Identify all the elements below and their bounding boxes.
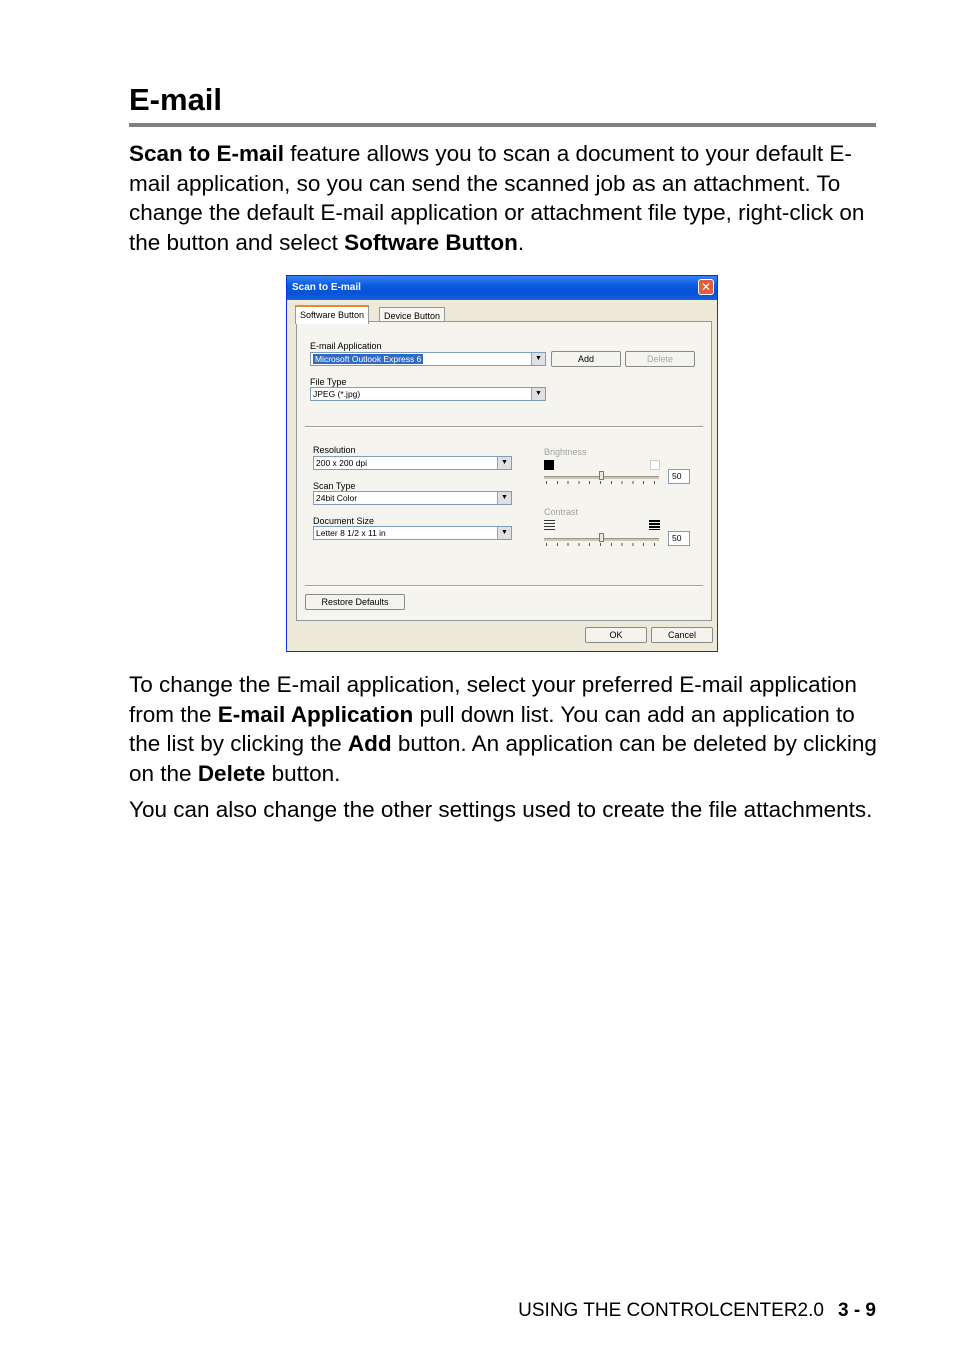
file-type-value: JPEG (*.jpg) [313,389,361,399]
divider [305,426,703,428]
intro-text-2: . [517,229,525,255]
brightness-ticks [546,481,661,484]
chevron-down-icon: ▼ [497,527,511,539]
scan-type-select[interactable] [313,491,512,505]
chevron-down-icon: ▼ [531,388,545,400]
body-paragraph-2: You can also change the other settings used to create the file attachments. [129,797,873,822]
contrast-slider-thumb[interactable] [599,533,604,542]
scan-to-email-dialog [286,275,718,652]
body-bold-email-application: E-mail Application [217,701,414,727]
delete-button[interactable]: Delete [625,351,695,367]
restore-defaults-button[interactable]: Restore Defaults [305,594,405,610]
document-size-select[interactable] [313,526,512,540]
add-button[interactable]: Add [551,351,621,367]
tab-software-button[interactable]: Software Button [295,305,369,324]
resolution-label: Resolution [313,445,356,455]
scan-type-label: Scan Type [313,481,356,491]
tab-device-button[interactable]: Device Button [379,307,445,324]
contrast-label: Contrast [544,507,579,517]
footer-section: USING THE CONTROLCENTER2.0 [518,1300,824,1321]
chevron-down-icon: ▼ [497,492,511,504]
intro-text-1: feature allows you to scan a document to your default E-mail application, so you can send the scanned job as an attachment. To change the default E-mail application or attachment file type, right-click on the button and select [129,141,865,255]
email-application-label: E-mail Application [310,341,382,351]
body-text-3: button. An application can be deleted by clicking on the [129,731,877,786]
body-bold-add: Add [347,731,392,757]
body-paragraph [129,670,889,788]
document-size-value: Letter 8 1/2 x 11 in [316,528,386,538]
body-text-1: To change the E-mail application, select your preferred E-mail application from the [129,672,857,727]
resolution-value: 200 x 200 dpi [316,458,368,468]
intro-bold-scan: Scan to E-mail [129,141,285,166]
intro-bold-software: Software Button [344,229,518,255]
settings-panel [296,321,712,621]
heading-rule [129,123,876,127]
brightness-label: Brightness [544,447,587,457]
resolution-select[interactable] [313,456,512,470]
file-type-select[interactable] [310,387,546,401]
brightness-slider-thumb[interactable] [599,471,604,480]
body-bold-delete: Delete [197,760,266,786]
email-application-value: Microsoft Outlook Express 6 [315,354,422,364]
body-text-4: button. [265,760,341,786]
close-icon[interactable]: ✕ [698,279,714,295]
chevron-down-icon: ▼ [497,457,511,469]
body-text-2: pull down list. You can add an application to the list by clicking the [129,701,855,757]
page-footer [518,1300,876,1322]
low-contrast-icon [544,520,555,530]
email-application-select[interactable] [310,352,546,366]
ok-button[interactable]: OK [585,627,647,643]
page-heading: E-mail [129,82,223,117]
divider [305,585,703,587]
light-square-icon [650,460,660,470]
cancel-button[interactable]: Cancel [651,627,713,643]
scan-type-value: 24bit Color [316,493,358,503]
document-size-label: Document Size [313,516,375,526]
contrast-ticks [546,543,661,546]
contrast-value[interactable]: 50 [668,531,690,546]
chevron-down-icon: ▼ [531,353,545,365]
dialog-titlebar [287,276,717,300]
intro-paragraph [129,139,889,257]
high-contrast-icon [649,520,660,530]
dialog-title: Scan to E-mail [292,282,361,293]
page-number: 3 - 9 [837,1300,876,1321]
file-type-label: File Type [310,377,347,387]
dark-square-icon [544,460,554,470]
brightness-value[interactable]: 50 [668,469,690,484]
